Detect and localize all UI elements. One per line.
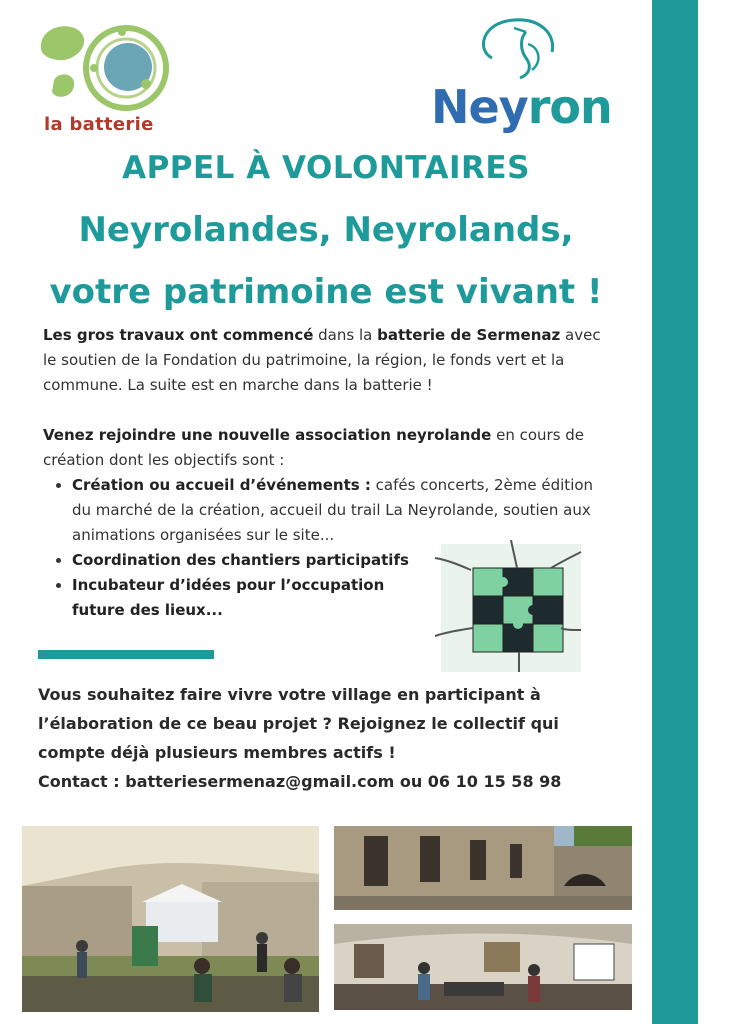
objective-item — [72, 473, 612, 548]
right-teal-stripe — [652, 0, 698, 1024]
heron-icon — [428, 8, 628, 88]
la-batterie-wordmark: la batterie — [44, 114, 154, 135]
neyron-logo — [428, 8, 628, 138]
intro-text-1: dans la — [313, 326, 378, 344]
contact-line: Contact : batteriesermenaz@gmail.com ou 06 10 15 58 98 — [38, 772, 562, 791]
appeal-heading: APPEL À VOLONTAIRES — [122, 150, 530, 186]
photo-market-vault — [334, 924, 632, 1010]
section-divider — [38, 650, 214, 659]
objective-bold: Coordination des chantiers participatifs — [72, 551, 409, 569]
call-to-action — [38, 680, 618, 796]
la-batterie-emblem — [34, 18, 184, 118]
objective-item — [72, 573, 412, 623]
join-bold: Venez rejoindre une nouvelle association neyrolande — [43, 426, 492, 444]
intro-bold-1: Les gros travaux ont commencé — [43, 326, 314, 344]
intro-text-2: avec le soutien de la Fondation du patrimoine, la région, le fonds vert et la commune. La suite est en marche dans la batterie ! — [43, 326, 601, 394]
call-line-1: Vous souhaitez faire vivre votre village en participant à — [38, 685, 541, 704]
join-text: en cours de création dont les objectifs sont : — [43, 426, 585, 469]
headline-line-2: votre patrimoine est vivant ! — [49, 272, 603, 312]
call-line-2: l’élaboration de ce beau projet ? Rejoignez le collectif qui — [38, 714, 559, 733]
call-line-3: compte déjà plusieurs membres actifs ! — [38, 743, 396, 762]
puzzle-hands-illustration — [433, 540, 583, 675]
intro-paragraph — [43, 323, 613, 398]
join-paragraph — [43, 423, 613, 473]
objective-text: cafés concerts, 2ème édition du marché de la création, accueil du trail La Neyrolande, soutien aux animations organisées sur le site... — [72, 476, 594, 544]
photo-event-tent — [22, 826, 319, 1012]
objective-bold: Création ou accueil d’événements : — [72, 476, 371, 494]
neyron-wordmark-part2: ron — [527, 80, 612, 134]
photo-fort-courtyard — [334, 826, 632, 910]
la-batterie-logo — [34, 18, 184, 138]
headline-line-1: Neyrolandes, Neyrolands, — [78, 210, 574, 250]
objective-bold: Incubateur d’idées pour l’occupation future des lieux... — [72, 576, 385, 619]
neyron-wordmark — [431, 80, 612, 134]
neyron-wordmark-part1: Ney — [431, 80, 528, 134]
intro-bold-2: batterie de Sermenaz — [377, 326, 561, 344]
